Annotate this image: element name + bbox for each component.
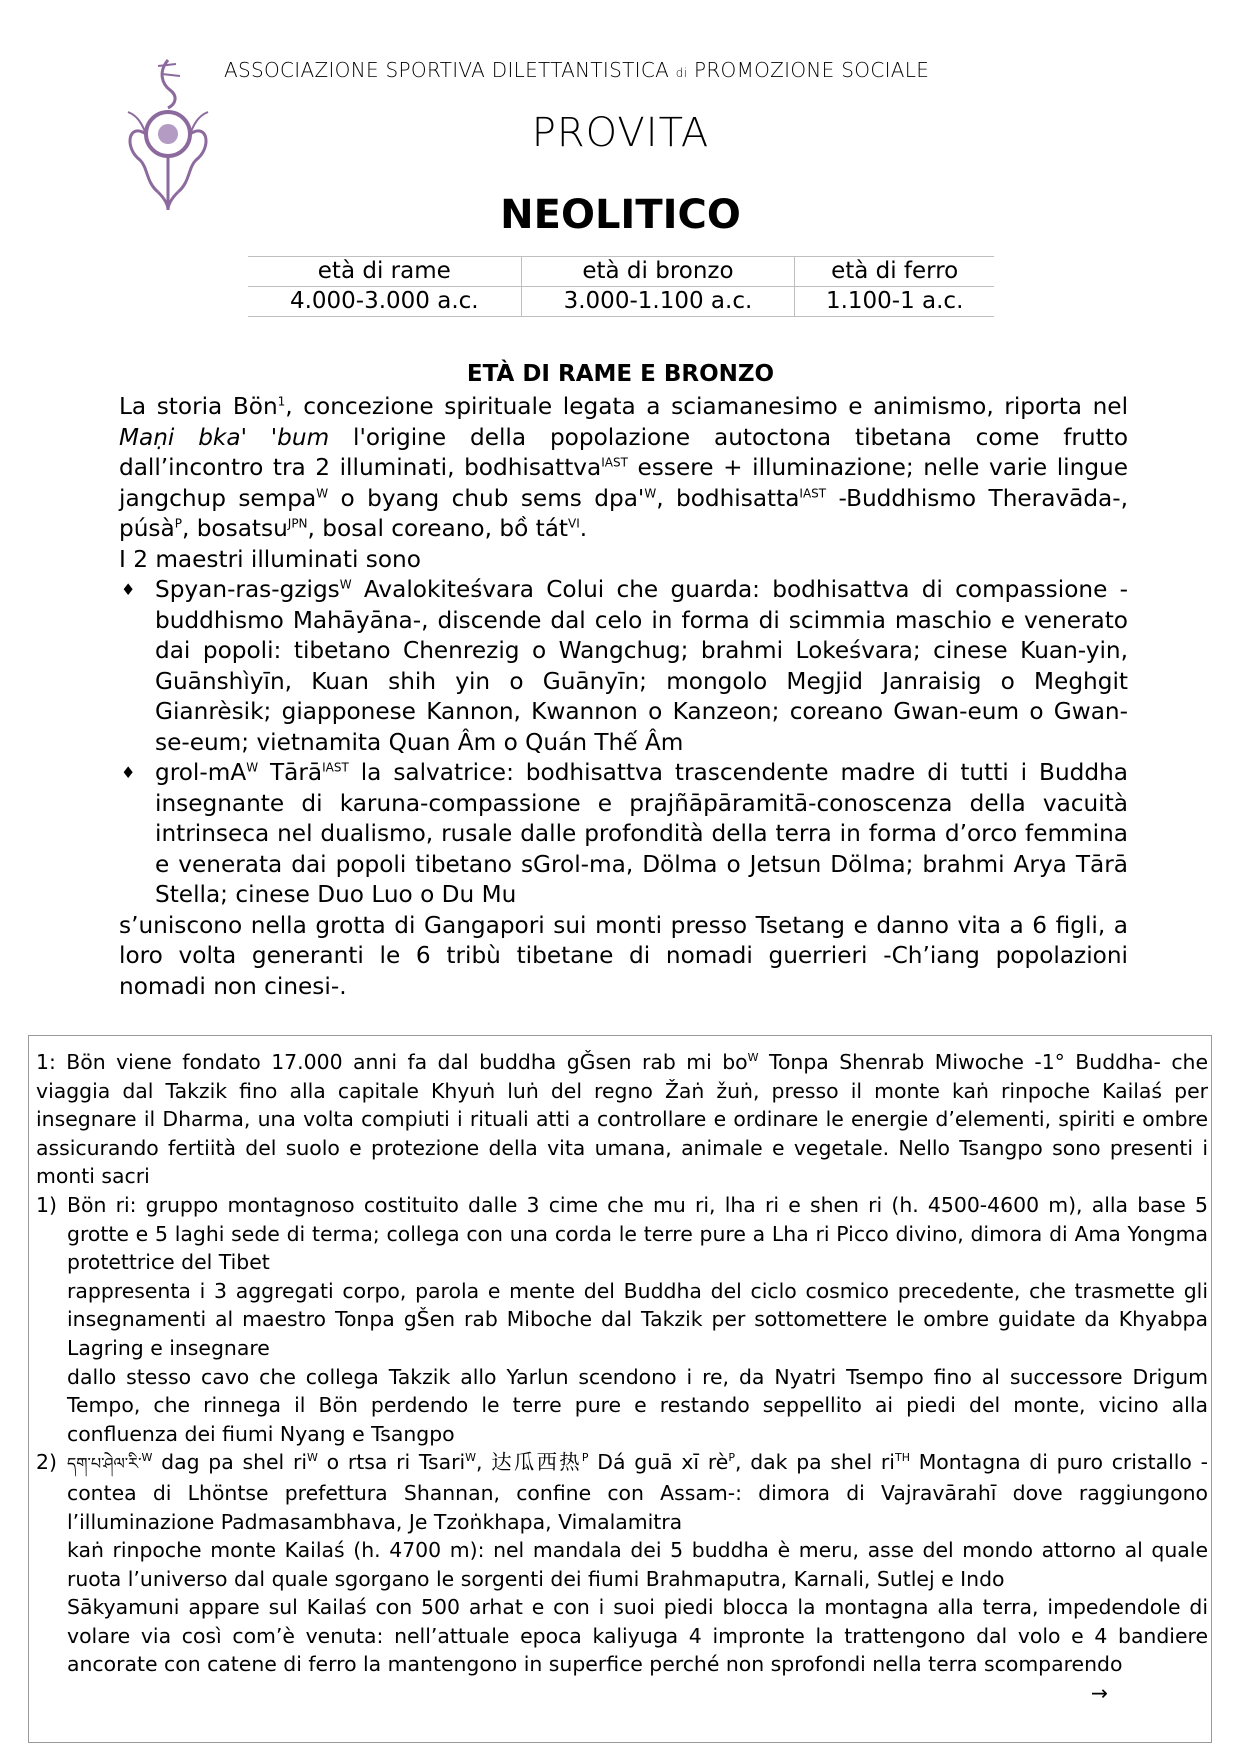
next-page-arrow-icon: → (1090, 1681, 1108, 1706)
association-main: ASSOCIAZIONE SPORTIVA DILETTANTISTICA (224, 58, 670, 82)
association-name (224, 58, 929, 82)
table-cell: 1.100-1 a.c. (795, 287, 994, 317)
table-header-cell: età di rame (248, 257, 521, 287)
list-item: ♦ Spyan-ras-gzigs$^W$ Avalokiteśvara Colui che guarda: bodhisattva di compassione -buddhismo Mahāyāna-, discende dal celo in forma di scimmia maschio e venerato dai popoli: tibetano Chenrezig o Wangchug; brahmi Lokeśvara; cinese Kuan-yin, Guānshìyīn, Kuan shih yin o Guānyīn; mongolo Megjid Janraisig o Meghgit Gianrèsik; giapponese Kannon, Kwannon o Kanzeon; coreano Gwan-eum o Gwan-se-eum; vietnamita Quan Âm o Quán Thế Âm (121, 576, 1128, 756)
brand-name: PROVITA (531, 110, 710, 156)
table-header-cell: età di ferro (795, 257, 994, 287)
conclusion-paragraph: s’uniscono nella grotta di Gangapori sui monti presso Tsetang e danno vita a 6 figli, a loro volta generanti le 6 tribù tibetane di nomadi guerrieri -Ch’iang popolazioni nomadi non cinesi-. (119, 911, 1128, 1000)
diamond-bullet-icon: ♦ (121, 580, 136, 599)
list-item: 2) དག་པ་ཤེལ་རི་$^W$ dag pa shel $ri^W$ o rtsa ri Tsari$^W$, 达瓜西热$^P$ Dá guā xī $rè^P$, dak pa shel $ri^{TH}$ Montagna di puro cristallo -contea di Lhöntse prefettura Shannan, confine con Assam-: dimora di Vajravārahī dove raggiungono l’illuminazione Padmasambhava, Je Tzoṅkhapa, Vimalamitra kaṅ rinpoche monte Kailaś (h. 4700 m): nel mandala dei 5 buddha è meru, asse del mondo attorno al quale ruota l’universo dal quale sgorgano le sorgenti dei fiumi Brahmaputra, Karnali, Sutlej e Indo Sākyamuni appare sul Kailaś con 500 arhat e con i suoi piedi blocca la montagna alla terra, impedendole di volare via così com’è venuta: nell’attuale epoca kaliyuga 4 impronte la trattengono dal volo e 4 bandiere ancorate con catene di ferro la mantengono in superfice perché non sprofondi nella terra scomparendo → (36, 1448, 1208, 1679)
table-header-cell: età di bronzo (521, 257, 795, 287)
association-di: di (675, 66, 688, 80)
intro-paragraph: La storia Bön$^1$, concezione spirituale legata a sciamanesimo e animismo, riporta nel Maṇi bka' 'bum l'origine della popolazione autoctona tibetana come frutto dall’incontro tra 2 illuminati, bodhisattva$^{IAST}$ essere + illuminazione; nelle varie lingue jangchup sempa$^W$ o byang chub sems $dpa'^W$, bodhisatta$^{IAST}$ -Buddhismo Theravāda-, púsà$^P$, bosatsu$^{JPN}$, bosal coreano, bồ tát$^{VI}$. (119, 393, 1129, 542)
table-cell: 3.000-1.100 a.c. (521, 287, 795, 317)
list-item: 1) Bön ri: gruppo montagnoso costituito dalle 3 cime che mu ri, lha ri e shen ri (h. 4500-4600 m), alla base 5 grotte e 5 laghi sede di terma; collega con una corda le terre pure a Lha ri Picco divino, dimora di Ama Yongma protettrice del Tibet rappresenta i 3 aggregati corpo, parola e mente del Buddha del ciclo cosmico precedente, che trasmette gli insegnamenti al maestro Tonpa gŠen rab Miboche dal Takzik per sottomettere le ombre guidate da Khyabpa Lagring e insegnare dallo stesso cavo che collega Takzik allo Yarlun scendono i re, da Nyatri Tsempo fino al successore Drigum Tempo, che rinnega il Bön perdendo le terre pure e restando seppellito ai piedi del monte, vicino alla confluenza dei fiumi Nyang e Tsangpo (36, 1192, 1208, 1446)
table-row (248, 287, 994, 317)
page-title: NEOLITICO (500, 192, 741, 238)
section-heading: ETÀ DI RAME E BRONZO (466, 361, 775, 387)
table-row (248, 257, 994, 287)
footnote-1: 1: Bön viene fondato 17.000 anni fa dal buddha gǦsen rab mi $bo^W$ Tonpa Shenrab Miwoche -1° Buddha- che viaggia dal Takzik fino alla capitale Khyuṅ luṅ del regno Žaṅ žuṅ, presso il monte kaṅ rinpoche Kailaś per insegnare il Dharma, una volta compiuti i rituali atti a controllare e ordinare le energie d’elementi, spiriti e ombre assicurando fertiità del suolo e protezione della vita umana, animale e vegetale. Nello Tsangpo sono presenti i monti sacri (36, 1050, 1208, 1189)
list-item: ♦ grol-$mA^W$ Tārā$^{IAST}$ la salvatrice: bodhisattva trascendente madre di tutti i Buddha insegnante di karuna-compassione e prajñāpāramitā-conoscenza della vacuità intrinseca nel dualismo, rusale dalle profondità della terra in forma d’orco femmina e venerata dai popoli tibetano sGrol-ma, Dölma o Jetsun Dölma; brahmi Arya Tārā Stella; cinese Duo Luo o Du Mu (121, 759, 1128, 908)
main-text (119, 392, 1128, 1002)
footnote-ref[interactable]: 1 (277, 394, 286, 409)
association-tail: PROMOZIONE SOCIALE (693, 58, 930, 82)
ages-table (248, 256, 994, 317)
masters-intro: I 2 maestri illuminati sono (119, 545, 421, 573)
diamond-bullet-icon: ♦ (121, 763, 136, 782)
table-cell: 4.000-3.000 a.c. (248, 287, 521, 317)
footnote-text (36, 1048, 1208, 1708)
